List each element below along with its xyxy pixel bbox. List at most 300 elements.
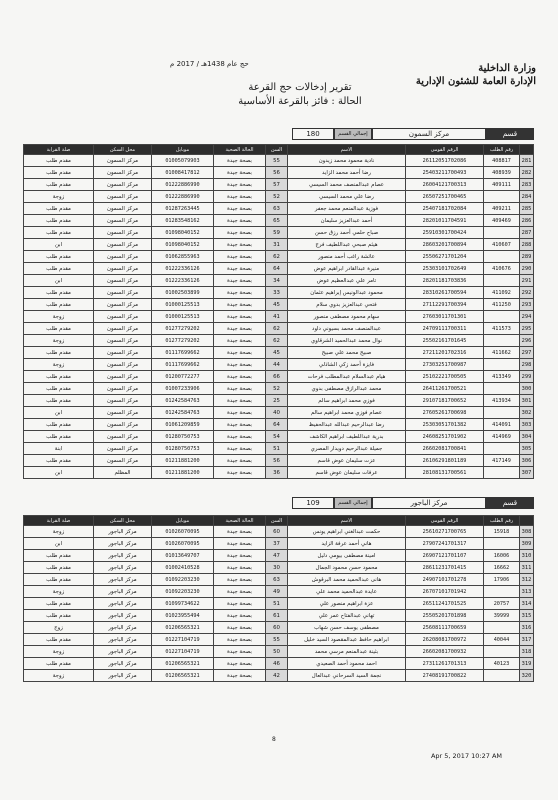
- cell-national-id: 26602081700932: [406, 646, 484, 658]
- cell-mobile: 01287263445: [152, 203, 214, 215]
- cell-full-name: محمود عبدالونيس إبراهيم عثمان: [288, 287, 406, 299]
- cell-age: 55: [266, 634, 288, 646]
- cell-national-id: 26511241701525: [406, 598, 484, 610]
- cell-relation: مقدم طلب: [24, 371, 94, 383]
- column-header-row-seq: [520, 145, 534, 155]
- cell-request-number: [484, 443, 520, 455]
- cell-relation: مقدم طلب: [24, 179, 94, 191]
- cell-mobile: 01098040152: [152, 227, 214, 239]
- cell-request-number: 414969: [484, 431, 520, 443]
- cell-national-id: 25502161701645: [406, 335, 484, 347]
- table-row: [24, 383, 534, 395]
- cell-relation: ابن: [24, 275, 94, 287]
- cell-health-status: بصحة جيدة: [214, 287, 266, 299]
- table-row: [24, 167, 534, 179]
- cell-residence: مركز السمون: [94, 395, 152, 407]
- cell-residence: مركز السمون: [94, 251, 152, 263]
- cell-row-seq: 317: [520, 634, 534, 646]
- table-row: [24, 323, 534, 335]
- column-header-mobile: موبايل: [152, 145, 214, 155]
- cell-relation: ابنة: [24, 443, 94, 455]
- column-header-row-seq: [520, 516, 534, 526]
- cell-national-id: 27311261701313: [406, 658, 484, 670]
- cell-relation: مقدم طلب: [24, 203, 94, 215]
- cell-request-number: 40123: [484, 658, 520, 670]
- cell-request-number: [484, 335, 520, 347]
- cell-row-seq: 299: [520, 371, 534, 383]
- table-row: [24, 419, 534, 431]
- cell-national-id: 25303101702649: [406, 263, 484, 275]
- cell-health-status: بصحة جيدة: [214, 335, 266, 347]
- cell-full-name: عصام فوزي محمد ابراهيم سالم: [288, 407, 406, 419]
- cell-row-seq: 303: [520, 419, 534, 431]
- cell-row-seq: 285: [520, 203, 534, 215]
- cell-national-id: 25910301700424: [406, 227, 484, 239]
- cell-full-name: رضا علي محمد السيسي: [288, 191, 406, 203]
- cell-health-status: بصحة جيدة: [214, 359, 266, 371]
- cell-age: 62: [266, 251, 288, 263]
- cell-age: 42: [266, 670, 288, 682]
- cell-residence: مركز الباجور: [94, 562, 152, 574]
- cell-health-status: بصحة جيدة: [214, 227, 266, 239]
- cell-row-seq: 315: [520, 610, 534, 622]
- cell-national-id: 26411261700521: [406, 383, 484, 395]
- cell-residence: مركز الباجور: [94, 526, 152, 538]
- cell-request-number: 39999: [484, 610, 520, 622]
- cell-mobile: 01200772277: [152, 371, 214, 383]
- section-1-header: [292, 128, 534, 140]
- cell-row-seq: 282: [520, 167, 534, 179]
- cell-mobile: 01206565321: [152, 658, 214, 670]
- cell-national-id: 25610271700765: [406, 526, 484, 538]
- column-header-request-number: رقم الطلب: [484, 516, 520, 526]
- cell-residence: مركز السمون: [94, 431, 152, 443]
- cell-row-seq: 291: [520, 275, 534, 287]
- cell-full-name: تامر علي عبدالعظيم عوض: [288, 275, 406, 287]
- cell-full-name: محمود حسن محمود الجمال: [288, 562, 406, 574]
- cell-relation: مقدم طلب: [24, 395, 94, 407]
- section-2-table: [23, 515, 534, 682]
- cell-age: 41: [266, 311, 288, 323]
- table-row: [24, 311, 534, 323]
- cell-row-seq: 314: [520, 598, 534, 610]
- cell-national-id: 25102221700505: [406, 371, 484, 383]
- cell-request-number: [484, 383, 520, 395]
- cell-request-number: [484, 467, 520, 479]
- cell-national-id: 27603011701301: [406, 311, 484, 323]
- cell-residence: مركز الباجور: [94, 586, 152, 598]
- cell-residence: مركز الباجور: [94, 574, 152, 586]
- cell-health-status: بصحة جيدة: [214, 251, 266, 263]
- cell-national-id: 28201181703836: [406, 275, 484, 287]
- column-header-residence: محل السكن: [94, 516, 152, 526]
- cell-age: 59: [266, 227, 288, 239]
- cell-row-seq: 311: [520, 562, 534, 574]
- cell-row-seq: 320: [520, 670, 534, 682]
- cell-health-status: بصحة جيدة: [214, 670, 266, 682]
- column-header-relation: صلة القرابة: [24, 145, 94, 155]
- cell-national-id: 24907101701278: [406, 574, 484, 586]
- cell-residence: مركز السمون: [94, 239, 152, 251]
- cell-residence: مركز الباجور: [94, 634, 152, 646]
- cell-request-number: [484, 538, 520, 550]
- cell-residence: مركز السمون: [94, 203, 152, 215]
- cell-mobile: 01117699662: [152, 359, 214, 371]
- cell-age: 56: [266, 167, 288, 179]
- cell-request-number: 408939: [484, 167, 520, 179]
- cell-health-status: بصحة جيدة: [214, 658, 266, 670]
- cell-age: 25: [266, 395, 288, 407]
- cell-row-seq: 283: [520, 179, 534, 191]
- column-header-national-id: الرقم القومى: [406, 516, 484, 526]
- cell-row-seq: 289: [520, 251, 534, 263]
- cell-residence: مركز السمون: [94, 443, 152, 455]
- report-status: الحالة : فائز بالقرعة الأساسية: [238, 96, 362, 107]
- cell-mobile: 01206565321: [152, 670, 214, 682]
- cell-row-seq: 307: [520, 467, 534, 479]
- cell-mobile: 01280750753: [152, 431, 214, 443]
- cell-age: 64: [266, 419, 288, 431]
- cell-request-number: [484, 227, 520, 239]
- cell-residence: مركز السمون: [94, 155, 152, 167]
- cell-national-id: 27605261700698: [406, 407, 484, 419]
- cell-request-number: [484, 311, 520, 323]
- cell-relation: مقدم طلب: [24, 215, 94, 227]
- cell-request-number: 409111: [484, 179, 520, 191]
- cell-mobile: 01007233906: [152, 383, 214, 395]
- cell-health-status: بصحة جيدة: [214, 419, 266, 431]
- table-row: [24, 371, 534, 383]
- cell-row-seq: 284: [520, 191, 534, 203]
- cell-full-name: منيرة عبدالقادر ابراهيم عوض: [288, 263, 406, 275]
- cell-mobile: 01227104719: [152, 646, 214, 658]
- table-row: [24, 646, 534, 658]
- cell-full-name: نجمة السيد السرحاني عبدالعال: [288, 670, 406, 682]
- cell-request-number: 15918: [484, 526, 520, 538]
- table-row: [24, 239, 534, 251]
- cell-row-seq: 319: [520, 658, 534, 670]
- cell-health-status: بصحة جيدة: [214, 215, 266, 227]
- table-row: [24, 275, 534, 287]
- cell-age: 64: [266, 263, 288, 275]
- cell-relation: زوجة: [24, 670, 94, 682]
- table-row: [24, 658, 534, 670]
- section-label: قسم: [486, 497, 534, 509]
- cell-national-id: 28611231701415: [406, 562, 484, 574]
- cell-health-status: بصحة جيدة: [214, 646, 266, 658]
- cell-age: 60: [266, 526, 288, 538]
- cell-health-status: بصحة جيدة: [214, 311, 266, 323]
- cell-health-status: بصحة جيدة: [214, 407, 266, 419]
- cell-relation: مقدم طلب: [24, 167, 94, 179]
- cell-age: 40: [266, 407, 288, 419]
- cell-relation: مقدم طلب: [24, 634, 94, 646]
- cell-health-status: بصحة جيدة: [214, 622, 266, 634]
- cell-national-id: 25407181702084: [406, 203, 484, 215]
- cell-age: 52: [266, 191, 288, 203]
- cell-full-name: عزت سليمان عوض قاسم: [288, 455, 406, 467]
- print-timestamp: Apr 5, 2017 10:27 AM: [430, 752, 502, 760]
- cell-full-name: فوزي محمد ابراهيم سالم: [288, 395, 406, 407]
- cell-residence: مركز السمون: [94, 335, 152, 347]
- cell-full-name: عبدالمنصف محمد بسيوني داود: [288, 323, 406, 335]
- cell-age: 47: [266, 550, 288, 562]
- table-row: [24, 431, 534, 443]
- cell-relation: زوجة: [24, 586, 94, 598]
- cell-relation: مقدم طلب: [24, 287, 94, 299]
- cell-mobile: 01280750753: [152, 443, 214, 455]
- cell-health-status: بصحة جيدة: [214, 191, 266, 203]
- column-header-residence: محل السكن: [94, 145, 152, 155]
- table-row: [24, 538, 534, 550]
- ministry-header: [416, 62, 536, 88]
- cell-national-id: 28201011704591: [406, 215, 484, 227]
- cell-request-number: 17906: [484, 574, 520, 586]
- cell-relation: مقدم طلب: [24, 251, 94, 263]
- cell-request-number: 408817: [484, 155, 520, 167]
- table-row: [24, 455, 534, 467]
- total-value: 180: [292, 128, 334, 140]
- cell-request-number: [484, 191, 520, 203]
- cell-national-id: 27211201702316: [406, 347, 484, 359]
- cell-age: 56: [266, 455, 288, 467]
- cell-residence: مركز السمون: [94, 311, 152, 323]
- cell-age: 44: [266, 359, 288, 371]
- cell-relation: مقدم طلب: [24, 550, 94, 562]
- cell-relation: مقدم طلب: [24, 155, 94, 167]
- cell-residence: مركز السمون: [94, 179, 152, 191]
- cell-age: 62: [266, 335, 288, 347]
- table-row: [24, 179, 534, 191]
- table-row: [24, 347, 534, 359]
- cell-relation: مقدم طلب: [24, 598, 94, 610]
- cell-request-number: 40044: [484, 634, 520, 646]
- cell-age: 63: [266, 203, 288, 215]
- cell-health-status: بصحة جيدة: [214, 395, 266, 407]
- cell-national-id: 25608111700659: [406, 622, 484, 634]
- cell-health-status: بصحة جيدة: [214, 203, 266, 215]
- cell-row-seq: 304: [520, 431, 534, 443]
- cell-residence: مركز السمون: [94, 323, 152, 335]
- cell-request-number: 413349: [484, 371, 520, 383]
- ministry-line-2: الإدارة العامة للشئون الإدارية: [415, 76, 536, 87]
- cell-mobile: 01242584763: [152, 395, 214, 407]
- cell-national-id: 26106291801189: [406, 455, 484, 467]
- column-header-health-status: الحالة الصحية: [214, 516, 266, 526]
- table-row: [24, 586, 534, 598]
- cell-row-seq: 300: [520, 383, 534, 395]
- cell-national-id: 27303251700987: [406, 359, 484, 371]
- hajj-year: حج عام 1438هـ / 2017 م: [170, 60, 249, 68]
- cell-residence: مركز السمون: [94, 287, 152, 299]
- page-number: 8: [272, 736, 276, 743]
- cell-relation: مقدم طلب: [24, 455, 94, 467]
- cell-mobile: 01222886990: [152, 179, 214, 191]
- cell-mobile: 01062855963: [152, 251, 214, 263]
- table-row: [24, 359, 534, 371]
- column-header-mobile: موبايل: [152, 516, 214, 526]
- cell-age: 30: [266, 562, 288, 574]
- cell-national-id: 26707101701942: [406, 586, 484, 598]
- cell-full-name: بثينة عبدالمنعم مرسي محمد: [288, 646, 406, 658]
- cell-request-number: [484, 275, 520, 287]
- cell-row-seq: 287: [520, 227, 534, 239]
- table-row: [24, 443, 534, 455]
- cell-full-name: عايدة عبدالحميد محمد علي: [288, 586, 406, 598]
- cell-request-number: [484, 251, 520, 263]
- cell-health-status: بصحة جيدة: [214, 574, 266, 586]
- cell-health-status: بصحة جيدة: [214, 323, 266, 335]
- cell-request-number: [484, 359, 520, 371]
- cell-request-number: 413934: [484, 395, 520, 407]
- cell-age: 51: [266, 598, 288, 610]
- table-row: [24, 622, 534, 634]
- cell-health-status: بصحة جيدة: [214, 179, 266, 191]
- table-row: [24, 203, 534, 215]
- cell-full-name: صباح حلمي أحمد رزق حسن: [288, 227, 406, 239]
- cell-national-id: 26208081700972: [406, 634, 484, 646]
- cell-health-status: بصحة جيدة: [214, 634, 266, 646]
- cell-mobile: 01002410528: [152, 562, 214, 574]
- cell-age: 55: [266, 155, 288, 167]
- cell-row-seq: 298: [520, 359, 534, 371]
- cell-full-name: سهام محمود مصطفى منصور: [288, 311, 406, 323]
- cell-age: 62: [266, 323, 288, 335]
- cell-relation: زوجة: [24, 335, 94, 347]
- cell-full-name: جميلة عبدالرحيم دويدار المصري: [288, 443, 406, 455]
- cell-relation: ابن: [24, 467, 94, 479]
- cell-row-seq: 288: [520, 239, 534, 251]
- cell-health-status: بصحة جيدة: [214, 167, 266, 179]
- cell-mobile: 01023955494: [152, 610, 214, 622]
- cell-full-name: هاني أحمد عرفة الزايد: [288, 538, 406, 550]
- cell-age: 36: [266, 467, 288, 479]
- cell-mobile: 01092203230: [152, 574, 214, 586]
- table-row: [24, 287, 534, 299]
- table-row: [24, 610, 534, 622]
- cell-health-status: بصحة جيدة: [214, 526, 266, 538]
- section-label: قسم: [486, 128, 534, 140]
- cell-health-status: بصحة جيدة: [214, 239, 266, 251]
- cell-row-seq: 296: [520, 335, 534, 347]
- cell-relation: مقدم طلب: [24, 562, 94, 574]
- cell-health-status: بصحة جيدة: [214, 431, 266, 443]
- cell-residence: مركز السمون: [94, 419, 152, 431]
- cell-relation: زوج: [24, 622, 94, 634]
- table-header-row: [24, 145, 534, 155]
- cell-row-seq: 297: [520, 347, 534, 359]
- cell-national-id: 28310261700594: [406, 287, 484, 299]
- cell-row-seq: 281: [520, 155, 534, 167]
- cell-mobile: 01000125513: [152, 311, 214, 323]
- cell-health-status: بصحة جيدة: [214, 598, 266, 610]
- cell-residence: مركز السمون: [94, 359, 152, 371]
- cell-age: 50: [266, 646, 288, 658]
- column-header-health-status: الحالة الصحية: [214, 145, 266, 155]
- cell-request-number: [484, 622, 520, 634]
- cell-residence: المظلم: [94, 467, 152, 479]
- table-row: [24, 670, 534, 682]
- center-name: مركز الباجور: [372, 497, 486, 509]
- cell-health-status: بصحة جيدة: [214, 467, 266, 479]
- cell-full-name: احمد محمود أحمد الصعيدي: [288, 658, 406, 670]
- cell-full-name: أحمد عبدالعزيز سليمان: [288, 215, 406, 227]
- report-title: تقرير إدخالات حج القرعة: [248, 82, 352, 93]
- cell-request-number: 16662: [484, 562, 520, 574]
- table-row: [24, 562, 534, 574]
- cell-request-number: 411250: [484, 299, 520, 311]
- cell-national-id: 25303051701382: [406, 419, 484, 431]
- cell-age: 49: [266, 586, 288, 598]
- cell-row-seq: 316: [520, 622, 534, 634]
- cell-relation: زوجة: [24, 359, 94, 371]
- cell-row-seq: 312: [520, 574, 534, 586]
- cell-full-name: ابراهيم حافظ عبدالمقصود السيد خليل: [288, 634, 406, 646]
- cell-national-id: 27112291700394: [406, 299, 484, 311]
- column-header-national-id: الرقم القومى: [406, 145, 484, 155]
- cell-mobile: 01242584763: [152, 407, 214, 419]
- cell-residence: مركز الباجور: [94, 622, 152, 634]
- center-name: مركز السمون: [372, 128, 486, 140]
- cell-request-number: 409211: [484, 203, 520, 215]
- cell-full-name: تهاني عبدالفتاح عمر علي: [288, 610, 406, 622]
- cell-request-number: [484, 670, 520, 682]
- cell-national-id: 25403211700493: [406, 167, 484, 179]
- cell-health-status: بصحة جيدة: [214, 371, 266, 383]
- cell-health-status: بصحة جيدة: [214, 263, 266, 275]
- cell-relation: مقدم طلب: [24, 299, 94, 311]
- cell-request-number: 16006: [484, 550, 520, 562]
- cell-residence: مركز السمون: [94, 347, 152, 359]
- cell-row-seq: 290: [520, 263, 534, 275]
- cell-relation: مقدم طلب: [24, 347, 94, 359]
- cell-age: 63: [266, 574, 288, 586]
- cell-full-name: رضا عبدالرحيم عبدالله عبدالحفيظ: [288, 419, 406, 431]
- cell-relation: مقدم طلب: [24, 263, 94, 275]
- table-row: [24, 191, 534, 203]
- cell-full-name: هيثم صبحي عبداللطيف فرج: [288, 239, 406, 251]
- cell-relation: مقدم طلب: [24, 658, 94, 670]
- cell-relation: زوجة: [24, 191, 94, 203]
- cell-mobile: 01008417812: [152, 167, 214, 179]
- cell-full-name: امينة مصطفى بيومي دليل: [288, 550, 406, 562]
- cell-residence: مركز السمون: [94, 191, 152, 203]
- cell-full-name: صبيح محمد علي صبيح: [288, 347, 406, 359]
- cell-residence: مركز السمون: [94, 275, 152, 287]
- cell-residence: مركز الباجور: [94, 550, 152, 562]
- table-row: [24, 395, 534, 407]
- cell-request-number: [484, 646, 520, 658]
- cell-national-id: 25506271701204: [406, 251, 484, 263]
- cell-mobile: 01098040152: [152, 239, 214, 251]
- cell-relation: زوجة: [24, 311, 94, 323]
- cell-full-name: محمد عبدالرازق مصطفى بدوي: [288, 383, 406, 395]
- cell-age: 60: [266, 622, 288, 634]
- cell-request-number: 411092: [484, 287, 520, 299]
- cell-request-number: 410676: [484, 263, 520, 275]
- cell-health-status: بصحة جيدة: [214, 299, 266, 311]
- cell-age: 61: [266, 610, 288, 622]
- cell-mobile: 01227104719: [152, 634, 214, 646]
- table-row: [24, 407, 534, 419]
- cell-relation: مقدم طلب: [24, 227, 94, 239]
- table-row: [24, 215, 534, 227]
- cell-relation: مقدم طلب: [24, 323, 94, 335]
- cell-full-name: فوزية عبدالمنعم محمد جعفر: [288, 203, 406, 215]
- cell-full-name: فتحي عبدالعزيز بدوي سلام: [288, 299, 406, 311]
- cell-mobile: 01092203230: [152, 586, 214, 598]
- section-2-header: [292, 497, 534, 509]
